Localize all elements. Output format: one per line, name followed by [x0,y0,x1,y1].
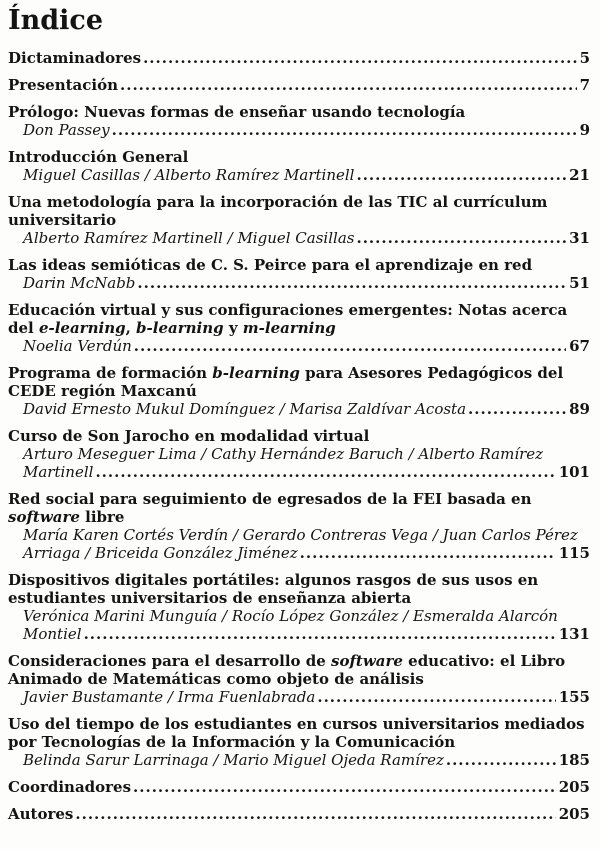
dot-leader [133,778,556,796]
toc-entry-row [8,166,590,184]
entry-page-number: 9 [579,121,590,139]
toc-entry [8,301,590,355]
title-text: Curso de Son Jarocho en modalidad virtual [8,427,370,445]
title-text: Consideraciones para el desarrollo de [8,652,331,670]
authors-text: María Karen Cortés Verdín / Gerardo Contreras Vega / Juan Carlos Pérez [23,526,578,544]
toc-entry-row [8,544,590,562]
title-text-italic: b-learning [212,364,300,382]
dot-leader [300,544,556,562]
title-text: universitario [8,211,117,229]
toc-entry-row [8,751,590,769]
entry-page-number: 115 [558,544,590,562]
entry-title-line [8,733,590,751]
title-text: Animado de Matemáticas como objeto de análisis [8,670,424,688]
entry-authors: Alberto Ramírez Martinell / Miguel Casillas [23,229,355,247]
toc-entry [8,427,590,481]
entry-title: Dictaminadores [8,49,142,67]
entry-title: Presentación [8,76,119,94]
entry-authors-line [8,445,590,463]
entry-title-line [8,193,590,211]
entry-authors: Arriaga / Briceida González Jiménez [23,544,298,562]
title-text-italic: b-learning [136,319,224,337]
entry-page-number: 101 [558,463,590,481]
toc-entry-row [8,76,590,94]
title-text-italic: e-learning [38,319,126,337]
dot-leader [356,166,566,184]
authors-text: Arturo Meseguer Lima / Cathy Hernández Baruch / Alberto Ramírez [23,445,544,463]
toc-entry [8,148,590,184]
toc-entry-row [8,400,590,418]
entry-authors-line [8,607,590,625]
toc-entry-row [8,778,590,796]
toc-entry [8,571,590,643]
toc-entry [8,715,590,769]
entry-authors-line [8,526,590,544]
toc-entry [8,364,590,418]
title-text: , [125,319,137,337]
entry-title-line [8,508,590,526]
toc-entry-row [8,49,590,67]
entry-title-line [8,301,590,319]
dot-leader [317,688,555,706]
entry-title: Coordinadores [8,778,132,796]
toc-entry-row [8,463,590,481]
entry-page-number: 7 [579,76,590,94]
title-text: libre [79,508,125,526]
toc-entry [8,490,590,562]
toc-entry [8,805,590,823]
title-text: Prólogo: Nuevas formas de enseñar usando tecnología [8,103,466,121]
entry-authors: Darin McNabb [23,274,136,292]
entry-authors: Javier Bustamante / Irma Fuenlabrada [23,688,316,706]
dot-leader [446,751,556,769]
title-text-italic: m-learning [242,319,336,337]
entry-authors: David Ernesto Mukul Domínguez / Marisa Zaldívar Acosta [23,400,467,418]
entry-page-number: 67 [569,337,590,355]
entry-page-number: 131 [558,625,590,643]
dot-leader [468,400,566,418]
dot-leader [112,121,577,139]
toc-entry [8,49,590,67]
entry-page-number: 31 [569,229,590,247]
entry-page-number: 205 [558,778,590,796]
entry-authors: Montiel [23,625,82,643]
title-text: Programa de formación [8,364,213,382]
entry-page-number: 21 [569,166,590,184]
entry-title-line [8,427,590,445]
toc-entry-row [8,337,590,355]
toc-entry-row [8,688,590,706]
entry-title-line [8,211,590,229]
entry-title-line [8,490,590,508]
dot-leader [95,463,555,481]
title-text: Una metodología para la incorporación de las TIC al currículum [8,193,548,211]
entry-title-line [8,319,590,337]
entry-title-line [8,364,590,382]
dot-leader [84,625,556,643]
entry-page-number: 205 [558,805,590,823]
title-text: para Asesores Pedagógicos del [299,364,564,382]
dot-leader [120,76,577,94]
entry-title-line [8,715,590,733]
entry-authors: Belinda Sarur Larrinaga / Mario Miguel Ojeda Ramírez [23,751,444,769]
dot-leader [143,49,576,67]
toc-entry [8,778,590,796]
title-text: Educación virtual y sus configuraciones emergentes: Notas acerca [8,301,568,319]
toc-entry [8,76,590,94]
entry-title-line [8,670,590,688]
title-text: Dispositivos digitales portátiles: algunos rasgos de sus usos en [8,571,539,589]
entry-page-number: 155 [558,688,590,706]
entry-authors: Noelia Verdún [23,337,132,355]
toc-entry-row [8,274,590,292]
toc-entry [8,652,590,706]
entry-page-number: 89 [569,400,590,418]
title-text: del [8,319,39,337]
entry-title-line [8,571,590,589]
entry-title: Autores [8,805,74,823]
entry-page-number: 51 [569,274,590,292]
toc-entry-row [8,229,590,247]
authors-text: Verónica Marini Munguía / Rocío López González / Esmeralda Alarcón [23,607,558,625]
title-text: estudiantes universitarios de enseñanza abierta [8,589,412,607]
title-text: y [223,319,243,337]
dot-leader [75,805,555,823]
title-text: CEDE región Maxcanú [8,382,197,400]
dot-leader [134,337,566,355]
entry-authors: Miguel Casillas / Alberto Ramírez Martinell [23,166,355,184]
entry-title-line [8,256,590,274]
entry-title-line [8,103,590,121]
toc-entry-row [8,121,590,139]
toc-entry [8,193,590,247]
title-text-italic: software [8,508,80,526]
title-text: por Tecnologías de la Información y la Comunicación [8,733,456,751]
entry-authors: Martinell [23,463,94,481]
entry-page-number: 5 [579,49,590,67]
title-text-italic: software [331,652,403,670]
entry-title-line [8,589,590,607]
entry-title-line [8,148,590,166]
dot-leader [356,229,566,247]
entry-title-line [8,382,590,400]
entry-authors: Don Passey [23,121,110,139]
toc-entry [8,256,590,292]
toc-entry-row [8,625,590,643]
title-text: Uso del tiempo de los estudiantes en cursos universitarios mediados [8,715,585,733]
title-text: Introducción General [8,148,189,166]
entry-page-number: 185 [558,751,590,769]
title-text: Red social para seguimiento de egresados de la FEI basada en [8,490,532,508]
page-title: Índice [8,5,104,36]
dot-leader [137,274,566,292]
toc-entry [8,103,590,139]
title-text: Las ideas semióticas de C. S. Peirce para el aprendizaje en red [8,256,533,274]
toc-entry-row [8,805,590,823]
title-text: educativo: el Libro [402,652,566,670]
entry-title-line [8,652,590,670]
